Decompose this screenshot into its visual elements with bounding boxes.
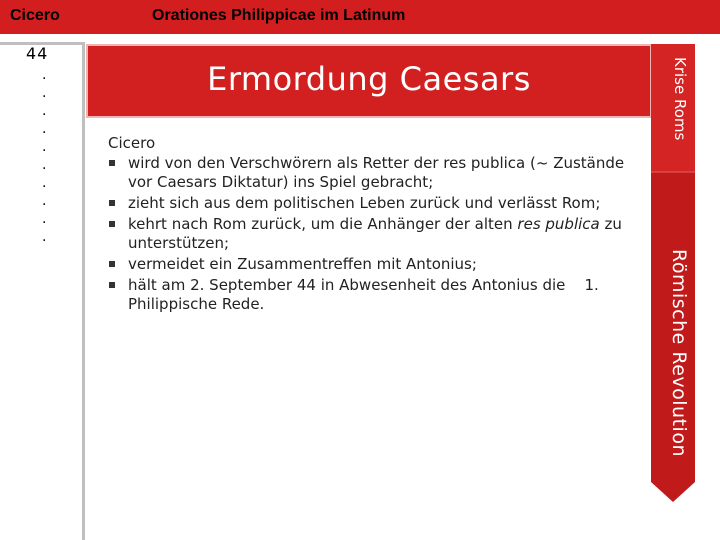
content-intro: Cicero [108, 134, 156, 152]
list-item-text: wird von den Verschwörern als Retter der res publica (~ Zustände vor Caesars Diktatur) ins Spiel gebracht; [128, 154, 625, 191]
list-item-text: zieht sich aus dem politischen Leben zurück und verlässt Rom; [128, 194, 601, 212]
bullet-list [108, 154, 638, 314]
list-item-text: vermeidet ein Zusammentreffen mit Antonius; [128, 255, 477, 273]
slide-title-box [86, 44, 652, 118]
list-item [108, 215, 638, 253]
header-left-label: Cicero [10, 7, 60, 24]
square-bullet-icon [109, 261, 115, 267]
list-item [108, 194, 638, 213]
square-bullet-icon [109, 200, 115, 206]
list-item [108, 276, 638, 314]
slide-dots: . . . . . . . . . . [42, 67, 47, 245]
top-bar [0, 0, 720, 34]
header-title: Orationes Philippicae im Latinum [152, 7, 406, 24]
banner-top-label: Krise Roms [671, 57, 689, 141]
list-item-text-after: zu unterstützen; [128, 215, 622, 252]
slide-number: 44 [26, 44, 49, 63]
list-item-text-before: kehrt nach Rom zurück, um die Anhänger der alten [128, 215, 518, 233]
square-bullet-icon [109, 160, 115, 166]
list-item-text-italic: res publica [517, 215, 600, 233]
banner-main-label: Römische Revolution [668, 249, 690, 457]
list-item [108, 154, 638, 192]
list-item [108, 255, 638, 274]
slide-title: Ermordung Caesars [207, 60, 531, 98]
slide-content [108, 134, 638, 316]
square-bullet-icon [109, 221, 115, 227]
square-bullet-icon [109, 282, 115, 288]
list-item-text: hält am 2. September 44 in Abwesenheit des Antonius die 1. Philippische Rede. [128, 276, 604, 313]
